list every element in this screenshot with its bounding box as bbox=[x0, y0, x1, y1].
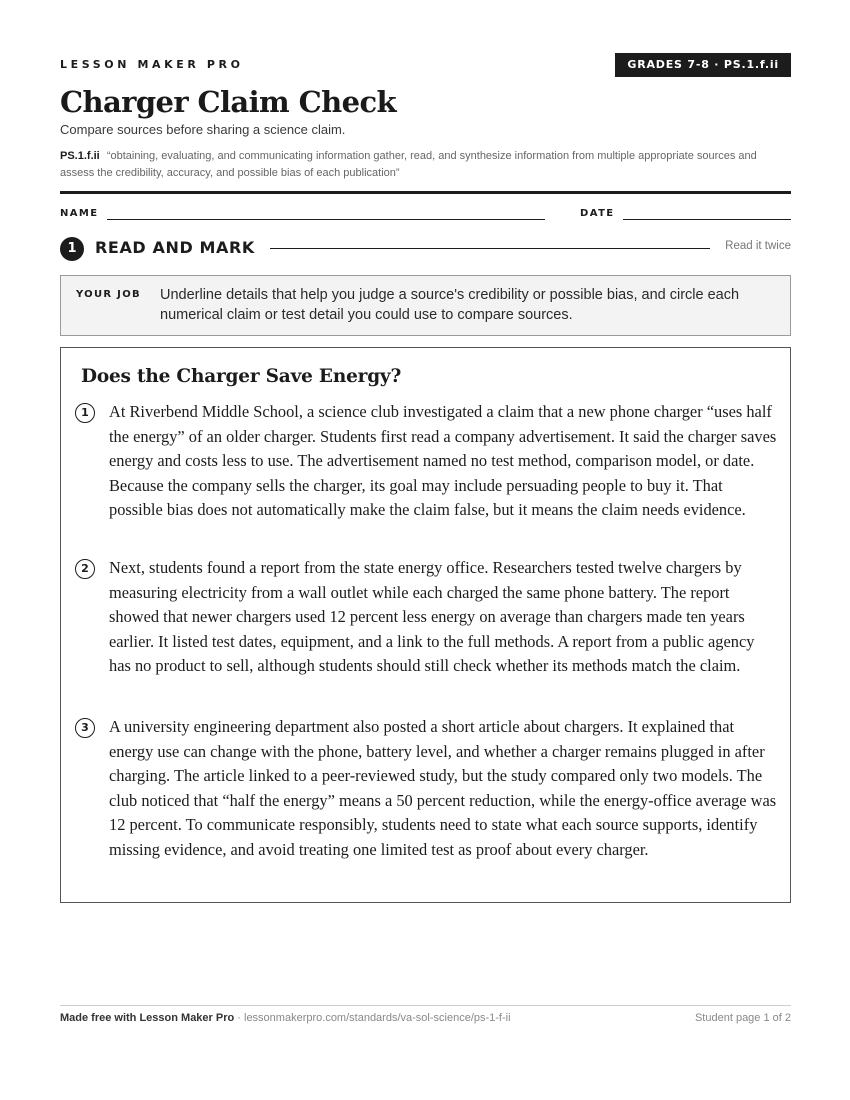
instructions-label: YOUR JOB bbox=[76, 289, 141, 300]
footer-page-number: Student page 1 of 2 bbox=[694, 1012, 791, 1024]
footer-separator: · bbox=[234, 1012, 244, 1024]
date-field[interactable] bbox=[623, 219, 791, 220]
standard-text: “obtaining, evaluating, and communicating information gather, read, and synthesize information from multiple appropriate sources and assess the credibility, accuracy, and possible bias of each publication” bbox=[60, 150, 757, 179]
worksheet-title: Charger Claim Check bbox=[60, 85, 396, 119]
footer-url[interactable]: lessonmakerpro.com/standards/va-sol-science/ps-1-f-ii bbox=[244, 1012, 511, 1024]
paragraph-text: At Riverbend Middle School, a science club investigated a claim that a new phone charger “uses half the energy” of an older charger. Students first read a company advertisement. It said the charger saves energy and costs less to use. The advertisement named no test method, comparison model, or date. Because the company sells the charger, its goal may include persuading people to buy it. That possible bias does not automatically make the claim false, but it means the claim needs evidence. bbox=[109, 402, 777, 520]
section-note: Read it twice bbox=[725, 240, 791, 252]
standard-code: PS.1.f.ii bbox=[60, 150, 100, 162]
grade-standard-badge: GRADES 7-8 · PS.1.f.ii bbox=[615, 53, 791, 77]
standard-description bbox=[60, 148, 791, 182]
reading-passage bbox=[60, 347, 791, 903]
header-divider bbox=[60, 191, 791, 194]
section-title: READ AND MARK bbox=[95, 238, 255, 257]
date-label: DATE bbox=[580, 208, 615, 219]
name-label: NAME bbox=[60, 208, 99, 219]
footer-divider bbox=[60, 1005, 791, 1006]
footer-credit bbox=[60, 1012, 511, 1024]
instructions-text: Underline details that help you judge a source's credibility or possible bias, and circle each numerical claim or test detail you could use to compare sources. bbox=[160, 287, 740, 323]
name-date-row bbox=[60, 208, 791, 224]
section-header bbox=[60, 237, 791, 261]
worksheet-subtitle: Compare sources before sharing a science claim. bbox=[60, 122, 346, 137]
instructions-box bbox=[60, 275, 791, 336]
brand-name: LESSON MAKER PRO bbox=[60, 58, 244, 71]
paragraph-text: Next, students found a report from the state energy office. Researchers tested twelve chargers by measuring electricity from a wall outlet while each charged the same phone battery. The report showed that newer chargers used 12 percent less energy on average than chargers made ten years earlier. It listed test dates, equipment, and a link to the full methods. A report from a public agency has no product to sell, although students should still check whether its methods match the claim. bbox=[109, 558, 755, 676]
footer-made-with: Made free with Lesson Maker Pro bbox=[60, 1012, 235, 1024]
worksheet-page bbox=[60, 0, 791, 1100]
section-number-badge: 1 bbox=[60, 237, 84, 261]
paragraph-number: 3 bbox=[75, 718, 95, 738]
name-field[interactable] bbox=[107, 219, 545, 220]
passage-title: Does the Charger Save Energy? bbox=[81, 366, 402, 387]
paragraph-number: 2 bbox=[75, 559, 95, 579]
paragraph-text: A university engineering department also posted a short article about chargers. It explained that energy use can change with the phone, battery level, and whether a charger remains plugged in after charging. The article linked to a peer-reviewed study, but the study compared only two models. The club noticed that “half the energy” means a 50 percent reduction, while the energy-office average was 12 percent. To communicate responsibly, students need to state what each source supports, identify missing evidence, and avoid treating one limited test as proof about every charger. bbox=[109, 717, 777, 859]
paragraph-number: 1 bbox=[75, 403, 95, 423]
section-divider bbox=[270, 248, 710, 249]
